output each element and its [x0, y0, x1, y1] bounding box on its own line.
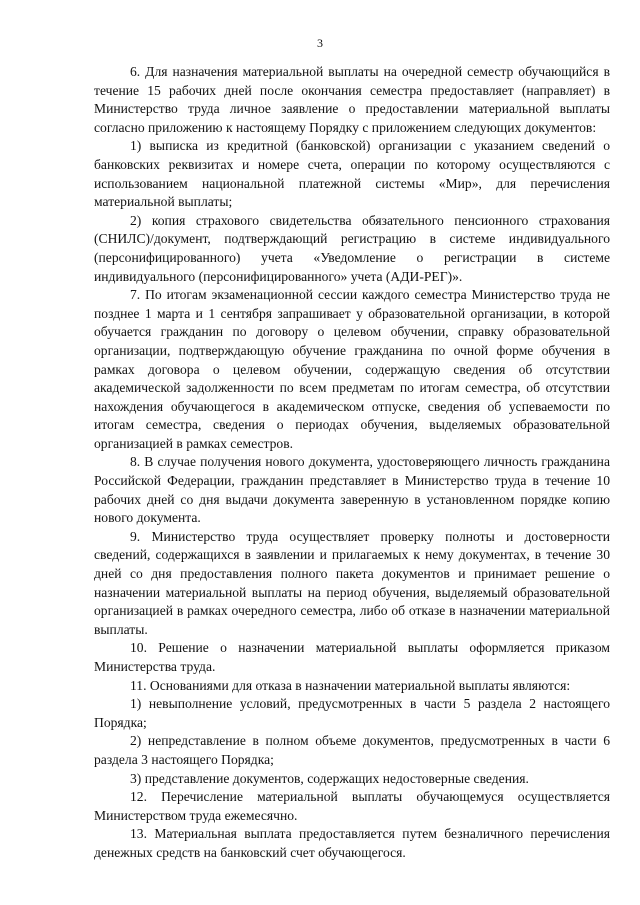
- paragraph-item-13: 13. Материальная выплата предоставляется путем безналичного перечисления денежных средств на банковский счет обучающегося.: [94, 826, 610, 860]
- paragraph-item-8: 8. В случае получения нового документа, удостоверяющего личность гражданина Российской Федерации, гражданин представляет в Министерство труда в течение 10 рабочих дней со дня выдачи документа заверенную в установленном порядке копию нового документа.: [94, 454, 610, 526]
- page-number: 3: [317, 36, 323, 50]
- paragraph-item-7: 7. По итогам экзаменационной сессии каждого семестра Министерство труда не позднее 1 марта и 1 сентября запрашивает у образовательной организации, в которой обучается гражданин по договору о целевом обучении, справку образовательной организации, подтверждающую обучение гражданина по очной форме обучения в рамках договора о целевом обучении, содержащую сведения об отсутствии академической задолженности по всем предметам по итогам семестра, об отсутствии нахождения обучающегося в академическом отпуске, сведения об успеваемости по итогам семестра, сведения о периодах обучения, выделяемых образовательной организацией в рамках семестров.: [94, 287, 610, 451]
- paragraph-item-6: 6. Для назначения материальной выплаты на очередной семестр обучающийся в течение 15 рабочих дней после окончания семестра предоставляет (направляет) в Министерство труда личное заявление о предоставлении материальной выплаты согласно приложению к настоящему Порядку с приложением следующих документов:: [94, 64, 610, 135]
- document-body: [94, 63, 610, 863]
- paragraph-reason-2: 2) непредставление в полном объеме документов, предусмотренных в части 6 раздела 3 настоящего Порядка;: [94, 733, 610, 767]
- paragraph-reason-3: 3) представление документов, содержащих недостоверные сведения.: [130, 770, 529, 786]
- paragraph-item-9: 9. Министерство труда осуществляет проверку полноты и достоверности сведений, содержащихся в заявлении и прилагаемых к нему документах, в течение 30 дней со дня предоставления полного пакета документов и принимает решение о назначении материальной выплаты на период обучения, выделяемый образовательной организацией в рамках очередного семестра, либо об отказе в назначении материальной выплаты.: [94, 528, 610, 637]
- paragraph-subitem-2-snils: 2) копия страхового свидетельства обязательного пенсионного страхования (СНИЛС)/документ, подтверждающий регистрацию в системе индивидуального (персонифицированного) учета «Уведомление о регистрации в системе индивидуального (персонифицированного» учета (АДИ-РЕГ)».: [94, 212, 610, 284]
- paragraph-item-10: 10. Решение о назначении материальной выплаты оформляется приказом Министерства труда.: [94, 640, 610, 674]
- paragraph-subitem-1-bank-statement: 1) выписка из кредитной (банковской) организации с указанием сведений о банковских реквизитах и номере счета, операции по которому осуществляются с использованием национальной платежной системы «Мир», для перечисления материальной выплаты;: [94, 138, 610, 210]
- paragraph-item-11: 11. Основаниями для отказа в назначении материальной выплаты являются:: [130, 677, 571, 693]
- paragraph-item-12: 12. Перечисление материальной выплаты обучающемуся осуществляется Министерством труда ежемесячно.: [94, 789, 610, 823]
- paragraph-reason-1: 1) невыполнение условий, предусмотренных в части 5 раздела 2 настоящего Порядка;: [94, 696, 610, 730]
